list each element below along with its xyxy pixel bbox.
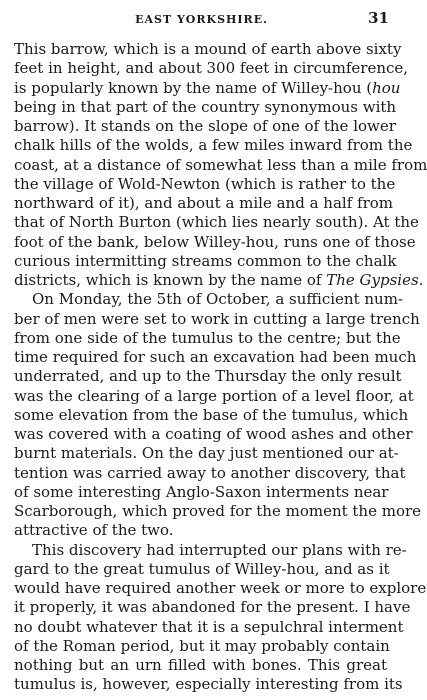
italic-text: hou [372,78,401,97]
text-line: being in that part of the country synonymous with [14,97,397,116]
text-line: no doubt whatever that it is a sepulchral interment [14,617,404,636]
paragraph-start-line: This discovery had interrupted our plans with re- [32,540,407,559]
text-line: some elevation from the base of the tumulus, which [14,405,409,424]
text-line: foot of the bank, below Willey-hou, runs one of those [14,232,416,251]
text-segment: . [418,271,424,289]
text-line: was covered with a coating of wood ashes and other [14,425,413,443]
text-line: was the clearing of a large portion of a level floor, at [14,386,414,405]
text-line: chalk hills of the wolds, a few miles inward from the [14,136,413,155]
text-line: of some interesting Anglo-Saxon interments near [14,482,389,501]
text-segment: is popularly known by the name of Willey-hou ( [14,78,373,97]
body-text [14,40,427,695]
text-line: northward of it), and about a mile and a half from [14,194,393,212]
text-line: feet in height, and about 300 feet in circumference, [14,59,409,78]
text-line: coast, at a distance of somewhat less than a mile from [14,155,427,174]
text-line: curious intermitting streams common to the chalk [14,251,397,270]
text-segment: districts, which is known by the name of [14,271,327,289]
text-line: Scarborough, which proved for the moment the more [14,502,422,520]
text-line: of the Roman period, but it may probably contain [14,636,390,655]
page-number: 31 [368,9,389,27]
text-line [14,271,424,290]
text-line: the village of Wold-Newton (which is rather to the [14,174,396,193]
page-header [14,8,389,30]
text-line: would have required another week or more to explore [14,579,427,597]
running-head: EAST YORKSHIRE. [135,13,268,26]
text-line: it properly, it was abandoned for the present. I have [14,598,411,617]
paragraph-end-line: attractive of the two. [14,521,174,540]
text-line: from one side of the tumulus to the centre; but the [14,328,401,347]
text-line: nothing but an urn filled with bones. This great [14,656,387,674]
text-line: time required for such an excavation had been much [14,348,417,366]
text-line: gard to the great tumulus of Willey-hou, and as it [14,559,390,578]
text-line [14,78,401,98]
text-line: ber of men were set to work in cutting a large trench [14,309,420,328]
text-line: barrow). It stands on the slope of one of the lower [14,117,396,135]
text-line: tumulus is, however, especially interesting from its [14,675,403,694]
text-line: burnt materials. On the day just mentioned our at- [14,444,399,463]
text-line: This barrow, which is a mound of earth above sixty [14,40,402,58]
text-line: underrated, and up to the Thursday the only result [14,367,402,386]
text-line: that of North Burton (which lies nearly south). At the [14,213,419,232]
text-line: tention was carried away to another discovery, that [14,463,406,482]
paragraph-start-line: On Monday, the 5th of October, a sufficient num- [32,290,403,309]
italic-text: The Gypsies [326,271,419,289]
